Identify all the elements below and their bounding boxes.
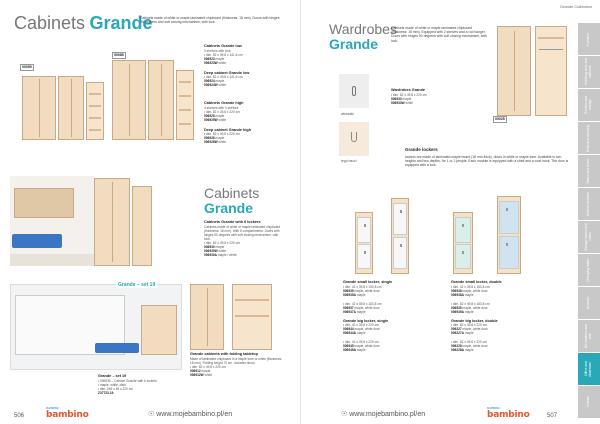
bambino-logo bbox=[487, 407, 530, 420]
product-variant: maple bbox=[215, 79, 225, 83]
hanger-detail-photo bbox=[339, 74, 369, 108]
product-code: 006937A bbox=[343, 309, 356, 314]
product-code: 006935A bbox=[343, 292, 356, 297]
product-code: 006930 bbox=[204, 244, 215, 249]
product-line: • maple, white, dark bbox=[98, 382, 126, 387]
product-variant: white bbox=[204, 372, 212, 377]
product-code: 006924W bbox=[204, 83, 218, 87]
set-19-label: Grande – set 19 bbox=[118, 282, 156, 288]
product-name: Cabinets Grande low bbox=[204, 44, 242, 48]
locker-cabinet-narrow-image bbox=[132, 186, 152, 266]
product-variant: maple, white door bbox=[354, 288, 380, 293]
wardrobe-closed-image bbox=[497, 26, 531, 116]
product-list-top bbox=[204, 44, 284, 144]
tabletop-product bbox=[190, 352, 286, 377]
title-main: Grande bbox=[329, 36, 379, 52]
product-name: Grande small locker, single bbox=[343, 280, 393, 284]
product-code: 006926 bbox=[204, 136, 215, 140]
classroom-photo bbox=[10, 176, 94, 266]
product-variant: maple bbox=[464, 348, 474, 352]
set-19-photo bbox=[10, 284, 182, 370]
product-item bbox=[451, 302, 523, 314]
product-item bbox=[204, 71, 284, 88]
product-line: • dim. 42 x 49,8 x 220 cm bbox=[343, 340, 379, 344]
product-code: 006938 bbox=[451, 288, 462, 293]
tabletop-cabinet-image bbox=[190, 284, 224, 350]
product-variant: maple, white door bbox=[462, 305, 488, 310]
logo-text: bambino bbox=[487, 410, 530, 420]
product-line: • dim. 82 x 49,8 x 183,8 cm bbox=[451, 301, 490, 306]
product-name: Cabinets Grande high bbox=[204, 101, 244, 105]
product-line: Cabinets made of white or maple laminated chipboard (thickness: 18 mm). With 6 compartments. Doors with hinges 90 degrees with soft closing mechanism, with lock. bbox=[204, 224, 281, 241]
product-variant: white bbox=[218, 140, 226, 144]
maple-cabinet bbox=[141, 305, 177, 355]
product-line: • dim. 82 x 49,8 x 220 cm bbox=[204, 132, 240, 136]
product-line: • dim. 82 x 39,8 x 220 cm bbox=[451, 323, 487, 327]
product-line: • dim. 42 x 39,8 x 150,8 cm bbox=[343, 284, 382, 289]
product-variant: maple, white door bbox=[354, 344, 380, 348]
lockers-description: lockers are made of laminated maple board (18 mm thick), doors in white or maple tone. Available in two heights and two depths, for 1 or 2 people. Each module is equipped with a shelf and a coat hook. The door is equipped with a lock. bbox=[405, 155, 569, 168]
locker-products-col-1 bbox=[343, 280, 409, 352]
side-tab-storage[interactable]: Shelves and storage bbox=[578, 88, 600, 121]
product-variant: maple bbox=[215, 244, 225, 249]
product-line: 4 shelves with 4 shelves bbox=[204, 105, 239, 110]
product-name: Grande cabinets with folding tabletop bbox=[190, 352, 258, 356]
product-variant: maple bbox=[201, 368, 211, 373]
lockers-heading: Grande lockers bbox=[405, 147, 438, 152]
wardrobe-tag: 00025 bbox=[495, 117, 505, 121]
page-number: 507 bbox=[547, 413, 558, 419]
product-code: 006227 bbox=[451, 327, 462, 331]
side-tab-grande[interactable]: Grande bbox=[578, 385, 600, 418]
product-variant: white bbox=[218, 60, 226, 65]
footer-url-text[interactable]: www.mojebambino.pl/en bbox=[156, 411, 233, 418]
tabletop-cabinet-open-image bbox=[232, 284, 272, 350]
product-item bbox=[451, 280, 523, 297]
product-code: Z37723-19 bbox=[98, 390, 114, 395]
product-variant: maple bbox=[356, 292, 366, 297]
product-code: 006935 bbox=[343, 288, 354, 293]
product-code: 006945 bbox=[343, 344, 354, 348]
logo-top-text: BAMBINO bbox=[46, 406, 59, 410]
side-nav-tabs bbox=[578, 22, 600, 418]
cabinet-open-image bbox=[86, 82, 104, 140]
locker-products-col-2 bbox=[451, 280, 523, 352]
cabinet-high-open-image bbox=[176, 70, 194, 140]
cabinet-high-2-image bbox=[148, 60, 174, 140]
product-code: 006945A bbox=[343, 348, 356, 352]
product-item bbox=[343, 302, 409, 314]
logo-top-text: BAMBINO bbox=[487, 406, 500, 410]
product-variant: maple bbox=[215, 56, 225, 61]
product-line: Made of laminated chipboard in a maple tone or white (thickness: 18 mm). Folding height 70 cm. Includes doors. bbox=[190, 356, 282, 365]
product-code: 006937 bbox=[343, 305, 354, 310]
product-line: • dim. 82 x 49,8 x 220 cm bbox=[204, 240, 240, 245]
product-code: 006925 bbox=[204, 113, 215, 118]
product-tag-1: 00059 bbox=[22, 65, 32, 69]
big-locker-single-image bbox=[391, 198, 409, 274]
product-variant: maple bbox=[402, 96, 412, 101]
wardrobe-product bbox=[391, 88, 471, 105]
product-variant: maple, white door bbox=[354, 305, 380, 310]
side-tab-changing[interactable]: Changing tables bbox=[578, 253, 600, 286]
footer-url-text[interactable]: www.mojebambino.pl/en bbox=[349, 411, 426, 418]
product-variant: maple bbox=[356, 331, 366, 335]
hook-icon bbox=[351, 132, 357, 142]
hanger-icon bbox=[352, 86, 356, 96]
product-code: 006939 bbox=[451, 305, 462, 310]
hanger-caption: wieszaki bbox=[341, 112, 354, 116]
title-prefix: Cabinets bbox=[204, 185, 260, 201]
product-line: • dim. 82 x 49,8 x 220 cm bbox=[391, 92, 427, 97]
product-item bbox=[343, 340, 409, 352]
side-tab-kitchen[interactable]: Kitchen furniture bbox=[578, 187, 600, 220]
product-variant: maple, white door bbox=[462, 327, 488, 331]
product-name: Grande big locker, single bbox=[343, 318, 389, 323]
product-line: • dim. 42 x 39,8 x 183,8 cm bbox=[451, 284, 490, 289]
product-name: Cabinets Grande with 6 lockers bbox=[204, 220, 261, 224]
right-page bbox=[300, 0, 600, 424]
footer-url[interactable] bbox=[148, 410, 232, 418]
product-line: • dim. 42 x 39,8 x 220 cm bbox=[343, 323, 379, 327]
right-title bbox=[329, 22, 397, 52]
product-name: Deep cabinet Grande low bbox=[204, 70, 250, 75]
product-item bbox=[343, 280, 409, 297]
product-variant: white bbox=[218, 248, 226, 253]
product-item bbox=[451, 340, 523, 352]
product-line: • dim. 82 x 49,8 x 220 cm bbox=[451, 340, 487, 344]
product-line: • dim. 248 x 48 x 220 cm bbox=[98, 386, 133, 391]
product-code: 006924 bbox=[204, 79, 215, 83]
cabinet-high-image bbox=[112, 60, 146, 140]
logo-text: bambino bbox=[46, 410, 89, 420]
product-name: Grande – set 19 bbox=[98, 374, 127, 378]
product-code: 006930A bbox=[204, 252, 217, 257]
product-code: 006227A bbox=[451, 331, 464, 335]
floor bbox=[10, 254, 94, 266]
left-title-2 bbox=[204, 186, 259, 216]
title-main: Grande bbox=[89, 13, 153, 33]
big-locker-double-image bbox=[497, 196, 521, 274]
globe-icon: ☉ bbox=[341, 411, 348, 418]
side-tab-office[interactable]: Office and cloakroom bbox=[578, 352, 600, 385]
product-line: 3 shelves with lock bbox=[204, 48, 231, 53]
product-code: 006923W bbox=[204, 60, 218, 65]
product-line: • dim. 82 x 49,8 x 141,6 cm bbox=[204, 75, 243, 79]
product-item bbox=[204, 128, 284, 145]
product-name: Grande big locker, double bbox=[451, 318, 498, 323]
product-code: 006938A bbox=[451, 292, 464, 297]
product-code: 006930W bbox=[204, 248, 218, 253]
product-tag-2: 00085 bbox=[114, 53, 124, 57]
product-item bbox=[204, 101, 284, 122]
hook-detail-photo bbox=[339, 122, 369, 156]
product-line: • 006930 – Cabinet Grande with 6 lockers bbox=[98, 378, 157, 383]
page-number: 506 bbox=[14, 413, 25, 419]
product-variant: maple, white door bbox=[462, 344, 488, 348]
locker-cabinet-image bbox=[94, 178, 130, 266]
small-locker-single-image bbox=[355, 212, 373, 274]
blue-bench bbox=[95, 343, 139, 353]
side-tab-decorations[interactable]: Decorations and wall bbox=[578, 319, 600, 352]
product-variant: maple, white door bbox=[462, 288, 488, 293]
wardrobe-open-image bbox=[535, 26, 567, 116]
corkboard bbox=[14, 188, 74, 218]
product-line: • dim. 82 x 39,8 x 220 cm bbox=[204, 109, 240, 114]
product-item bbox=[204, 44, 284, 65]
small-locker-double-image bbox=[453, 212, 473, 274]
title-prefix: Wardrobes bbox=[329, 21, 397, 37]
side-tab-furniture[interactable]: Furniture bbox=[578, 22, 600, 55]
collection-label: Grande Collection bbox=[559, 4, 592, 9]
product-variant: maple bbox=[464, 309, 474, 314]
product-item bbox=[343, 319, 409, 336]
title-main: Grande bbox=[204, 200, 254, 216]
side-tab-acoustic[interactable]: Acoustic bbox=[578, 286, 600, 319]
product-code: 006228 bbox=[451, 344, 462, 348]
product-line: • dim. 42 x 49,8 x 183,8 cm bbox=[343, 301, 382, 306]
product-name: Grande small locker, double bbox=[451, 280, 502, 284]
set-19-product bbox=[98, 374, 168, 395]
globe-icon: ☉ bbox=[148, 411, 155, 418]
bambino-logo bbox=[46, 407, 89, 420]
product-variant: white bbox=[218, 117, 226, 122]
left-title-1 bbox=[14, 14, 153, 34]
product-name: Deep cabinet Grande high bbox=[204, 127, 252, 132]
product-variant: maple bbox=[464, 331, 474, 335]
product-line: • dim. 82 x 39,8 x 141,6 cm bbox=[204, 52, 243, 57]
product-variant: maple bbox=[215, 113, 225, 118]
product-code: 006925W bbox=[204, 117, 218, 122]
product-code: 006933W bbox=[391, 100, 405, 105]
product-code: 006912 bbox=[190, 368, 201, 373]
product-mid bbox=[204, 220, 284, 257]
title-prefix: Cabinets bbox=[14, 13, 86, 33]
cabinet-low-image bbox=[22, 76, 56, 140]
lockers-title bbox=[405, 148, 438, 153]
side-tab-tables[interactable]: Tables and chairs bbox=[578, 154, 600, 187]
product-variant: maple / white bbox=[217, 252, 237, 257]
right-title-description: Cabinets made of white or maple laminated chipboard (thickness: 18 mm). Equipped with 2 shelves and a rod hanger. Doors with hinges 90 degrees with soft closing mechanism, with lock. bbox=[391, 26, 487, 43]
product-code: 006923 bbox=[204, 56, 215, 61]
product-code: 006228A bbox=[451, 348, 464, 352]
side-tab-beds[interactable]: Beds and sleeping bbox=[578, 121, 600, 154]
product-variant: maple bbox=[356, 348, 366, 352]
hanging-rod bbox=[539, 49, 563, 50]
product-variant: white bbox=[405, 100, 413, 105]
blue-sofa bbox=[12, 234, 62, 248]
product-code: 006944A bbox=[343, 331, 356, 335]
product-name: Wardrobes Grande bbox=[391, 88, 426, 92]
footer-url[interactable] bbox=[341, 410, 425, 418]
product-code: 006944 bbox=[343, 327, 354, 331]
side-tab-boxes[interactable]: Storage boxes and crates bbox=[578, 220, 600, 253]
product-code: 006926W bbox=[204, 140, 218, 144]
product-variant: white bbox=[218, 83, 226, 87]
product-code: 006933 bbox=[391, 96, 402, 101]
product-code: 006912W bbox=[190, 372, 204, 377]
product-variant: maple bbox=[215, 136, 225, 140]
product-variant: maple bbox=[464, 292, 474, 297]
product-line: • dim. 82 x 49,8 x 220 cm bbox=[190, 364, 226, 369]
cabinet-low-2-image bbox=[58, 76, 84, 140]
hook-caption: tego haczi bbox=[341, 159, 357, 163]
product-item bbox=[451, 319, 523, 336]
product-variant: maple bbox=[356, 309, 366, 314]
title1-description: Cabinets made of white or maple laminated chipboard (thickness: 18 mm). Doors with hinges 90 degrees and soft closing mechanism, with lock. bbox=[140, 16, 280, 25]
product-code: 006939A bbox=[451, 309, 464, 314]
side-tab-shelving[interactable]: Shelving units and cabinets bbox=[578, 55, 600, 88]
product-variant: maple, white door bbox=[354, 327, 380, 331]
